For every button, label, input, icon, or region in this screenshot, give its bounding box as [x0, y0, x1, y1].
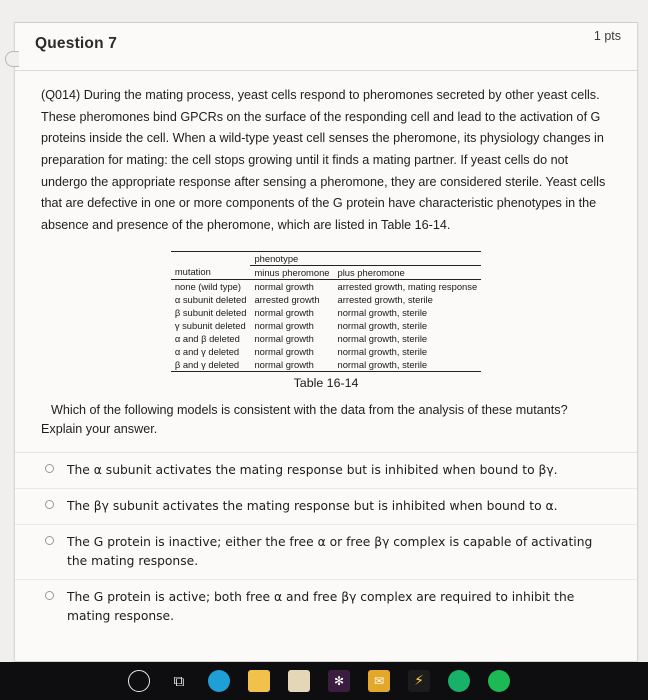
lightning-app-icon[interactable]: ⚡: [408, 670, 430, 692]
cell-minus: normal growth: [254, 280, 314, 292]
table-row: [171, 332, 481, 345]
answer-choice-d-label: The G protein is active; both free α and free βγ complex are required to inhibit the mating response.: [67, 589, 575, 623]
question-paragraph: (Q014) During the mating process, yeast cells respond to pheromones secreted by other yeast cells. These pheromones bind GPCRs on the surface of the responding cell and lead to the activation of G proteins inside the cell. When a wild-type yeast cell senses the pheromone, its physiology changes in preparation for mating: the cell stops growing until it finds a mating partner. If yeast cells do not undergo the appropriate response after sensing a pheromone, they are considered sterile. Yeast cells that are defective in one or more components of the G protein have characteristic phenotypes in the absence and presence of the pheromone, which are listed in Table 16-14.: [41, 88, 606, 232]
cell-mutation: α and γ deleted: [174, 345, 240, 357]
cell-plus: arrested growth, sterile: [337, 293, 433, 305]
cell-minus: normal growth: [250, 358, 333, 372]
task-view-icon[interactable]: ⧉: [173, 672, 185, 690]
table-caption: Table 16-14: [293, 375, 359, 390]
cell-plus: arrested growth, mating response: [337, 280, 478, 292]
cell-minus: normal growth: [254, 332, 314, 344]
answer-choice-a-label: The α subunit activates the mating response but is inhibited when bound to βγ.: [67, 462, 558, 477]
cell-minus: normal growth: [254, 345, 314, 357]
question-header: [15, 23, 637, 71]
mail-icon[interactable]: ✉: [368, 670, 390, 692]
table-row: [171, 293, 481, 306]
cell-plus: normal growth, sterile: [337, 306, 428, 318]
phenotype-table-wrap: [15, 251, 637, 372]
table-row: [171, 306, 481, 319]
question-title: Question 7: [35, 35, 118, 52]
table-col-minus: minus pheromone: [250, 265, 333, 279]
cell-mutation: α subunit deleted: [174, 293, 247, 305]
cell-plus: normal growth, sterile: [334, 358, 482, 372]
radio-button-b[interactable]: [45, 500, 54, 509]
cell-mutation: β and γ deleted: [171, 358, 251, 372]
table-header-row: [171, 265, 481, 279]
cell-mutation: γ subunit deleted: [174, 319, 246, 331]
cell-plus: normal growth, sterile: [337, 332, 428, 344]
answer-choice-d[interactable]: [15, 579, 637, 634]
answer-choice-c[interactable]: [15, 524, 637, 579]
table-row: [171, 358, 481, 372]
answer-choice-c-label: The G protein is inactive; either the free α or free βγ complex is capable of activating the mating response.: [67, 534, 593, 568]
cortana-circle-icon[interactable]: [128, 670, 150, 692]
table-col-mutation: mutation: [171, 265, 251, 279]
table-row: [171, 279, 481, 293]
spotify-icon[interactable]: [488, 670, 510, 692]
cell-mutation: α and β deleted: [174, 332, 240, 344]
cell-mutation: β subunit deleted: [174, 306, 247, 318]
file-explorer-icon[interactable]: [248, 670, 270, 692]
question-points: 1 pts: [593, 29, 621, 43]
question-prompt-line2: Explain your answer.: [41, 421, 158, 436]
table-col-plus: plus pheromone: [334, 265, 482, 279]
question-prompt-line1: Which of the following models is consistent with the data from the analysis of these mutants?: [51, 402, 568, 417]
table-group-header: phenotype: [250, 251, 481, 265]
answer-choice-a[interactable]: [15, 452, 637, 488]
edge-browser-icon[interactable]: [208, 670, 230, 692]
cell-minus: arrested growth: [254, 293, 320, 305]
cell-mutation: none (wild type): [174, 280, 242, 292]
cell-plus: normal growth, sterile: [337, 345, 428, 357]
table-row: [171, 319, 481, 332]
question-card: [14, 22, 638, 662]
question-body: [15, 71, 637, 634]
cell-minus: normal growth: [254, 306, 314, 318]
windows-taskbar: [0, 662, 648, 700]
slack-icon[interactable]: ✻: [328, 670, 350, 692]
green-app-icon[interactable]: [448, 670, 470, 692]
radio-button-c[interactable]: [45, 536, 54, 545]
cell-minus: normal growth: [254, 319, 314, 331]
microsoft-store-icon[interactable]: [288, 670, 310, 692]
phenotype-table: [171, 251, 481, 372]
table-row: [171, 345, 481, 358]
answer-choice-b-label: The βγ subunit activates the mating response but is inhibited when bound to α.: [67, 498, 558, 513]
answer-choices: [15, 452, 637, 634]
radio-button-a[interactable]: [45, 464, 54, 473]
cell-plus: normal growth, sterile: [337, 319, 428, 331]
table-top-rule: [171, 251, 481, 265]
radio-button-d[interactable]: [45, 591, 54, 600]
answer-choice-b[interactable]: [15, 488, 637, 524]
